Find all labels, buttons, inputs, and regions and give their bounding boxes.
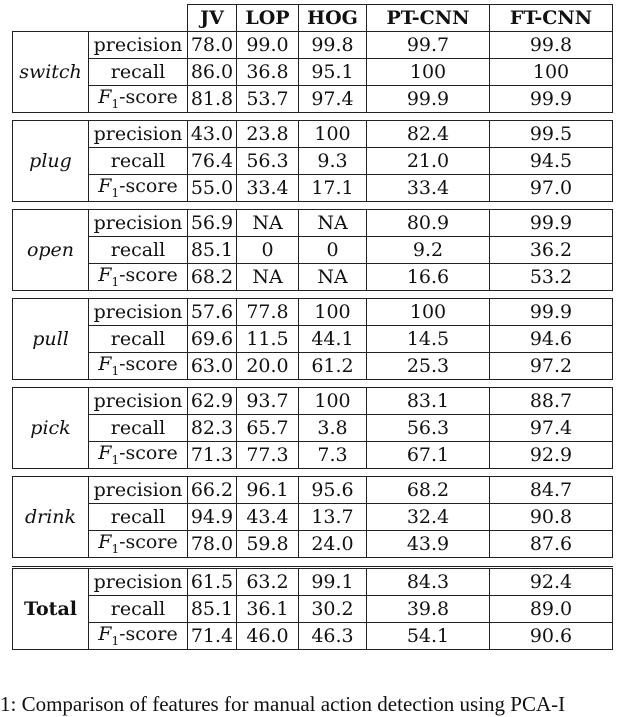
metric-label: recall <box>89 595 188 622</box>
table-cell: 90.6 <box>490 622 613 649</box>
table-cell: 14.5 <box>367 325 490 352</box>
table-cell: 94.6 <box>490 325 613 352</box>
group-label: plug <box>13 120 89 201</box>
table-cell: 43.0 <box>188 120 237 147</box>
metric-label: precision <box>89 476 188 503</box>
table-cell: 86.0 <box>188 58 237 85</box>
table-cell: 78.0 <box>188 31 237 58</box>
table-cell: 83.1 <box>367 387 490 414</box>
table-cell: 59.8 <box>237 530 299 557</box>
separator-cell <box>13 290 613 298</box>
table-row <box>13 298 613 325</box>
table-cell: 100 <box>299 298 367 325</box>
table-cell: 99.9 <box>490 298 613 325</box>
table-cell: 81.8 <box>188 85 237 112</box>
table-row <box>13 174 613 201</box>
table-cell: 56.3 <box>367 414 490 441</box>
metric-label: recall <box>89 147 188 174</box>
table-cell: 46.3 <box>299 622 367 649</box>
table-cell: 33.4 <box>367 174 490 201</box>
table-cell: 24.0 <box>299 530 367 557</box>
table-row <box>13 236 613 263</box>
table-cell: 67.1 <box>367 441 490 468</box>
table-cell: 32.4 <box>367 503 490 530</box>
group-separator <box>13 557 613 567</box>
group-label: pull <box>13 298 89 379</box>
table-body <box>13 31 613 649</box>
table-row <box>13 325 613 352</box>
table-cell: 57.6 <box>188 298 237 325</box>
table-row <box>13 147 613 174</box>
table-cell: 43.9 <box>367 530 490 557</box>
metric-label: precision <box>89 567 188 595</box>
table-cell: 63.2 <box>237 567 299 595</box>
table-cell: 82.4 <box>367 120 490 147</box>
metric-label: precision <box>89 120 188 147</box>
table-cell: 97.2 <box>490 352 613 379</box>
table-cell: 78.0 <box>188 530 237 557</box>
header-row <box>13 5 613 32</box>
table-cell: 97.4 <box>490 414 613 441</box>
table-cell: 89.0 <box>490 595 613 622</box>
table-cell: 100 <box>367 298 490 325</box>
table-cell: 77.3 <box>237 441 299 468</box>
table-cell: 68.2 <box>367 476 490 503</box>
table-cell: 71.4 <box>188 622 237 649</box>
table-cell: 56.9 <box>188 209 237 236</box>
table-cell: 88.7 <box>490 387 613 414</box>
table-caption: 1: Comparison of features for manual action detection using PCA-I <box>0 692 566 716</box>
table-cell: 87.6 <box>490 530 613 557</box>
group-label: open <box>13 209 89 290</box>
table-cell: 33.4 <box>237 174 299 201</box>
col-header-ft-cnn: FT-CNN <box>490 5 613 32</box>
table-row <box>13 567 613 595</box>
metric-label: precision <box>89 387 188 414</box>
table-cell: 95.6 <box>299 476 367 503</box>
separator-cell <box>13 379 613 387</box>
metric-label: recall <box>89 236 188 263</box>
table-cell: 21.0 <box>367 147 490 174</box>
separator-cell <box>13 201 613 209</box>
metric-label: $F_1$-score <box>89 174 188 201</box>
table-cell: 69.6 <box>188 325 237 352</box>
table-row <box>13 622 613 649</box>
table-cell: 100 <box>367 58 490 85</box>
col-header-lop: LOP <box>237 5 299 32</box>
table-cell: 84.3 <box>367 567 490 595</box>
table-cell: 55.0 <box>188 174 237 201</box>
table-cell: 61.5 <box>188 567 237 595</box>
table-cell: 39.8 <box>367 595 490 622</box>
table-cell: 85.1 <box>188 236 237 263</box>
table-row <box>13 387 613 414</box>
separator-cell <box>13 468 613 476</box>
metric-label: recall <box>89 58 188 85</box>
metric-label: recall <box>89 325 188 352</box>
table-cell: 20.0 <box>237 352 299 379</box>
table-cell: 85.1 <box>188 595 237 622</box>
table-cell: 9.2 <box>367 236 490 263</box>
group-separator <box>13 290 613 298</box>
table-cell: 84.7 <box>490 476 613 503</box>
table-cell: 11.5 <box>237 325 299 352</box>
table-cell: 99.8 <box>299 31 367 58</box>
table-cell: 95.1 <box>299 58 367 85</box>
table-cell: 71.3 <box>188 441 237 468</box>
table-cell: 44.1 <box>299 325 367 352</box>
table-cell: 23.8 <box>237 120 299 147</box>
metric-label: $F_1$-score <box>89 441 188 468</box>
table-row <box>13 263 613 290</box>
group-separator <box>13 201 613 209</box>
table-cell: 25.3 <box>367 352 490 379</box>
table-cell: 99.9 <box>367 85 490 112</box>
table-cell: 9.3 <box>299 147 367 174</box>
table-cell: 97.0 <box>490 174 613 201</box>
table-cell: 36.1 <box>237 595 299 622</box>
table-row <box>13 58 613 85</box>
table-cell: 61.2 <box>299 352 367 379</box>
table-cell: 82.3 <box>188 414 237 441</box>
table-cell: 17.1 <box>299 174 367 201</box>
table-cell: 36.2 <box>490 236 613 263</box>
table-cell: 92.9 <box>490 441 613 468</box>
table-cell: 65.7 <box>237 414 299 441</box>
table-cell: 16.6 <box>367 263 490 290</box>
group-separator <box>13 112 613 120</box>
table-row <box>13 441 613 468</box>
header-blank <box>13 5 188 32</box>
group-separator <box>13 468 613 476</box>
metric-label: precision <box>89 298 188 325</box>
table-cell: 62.9 <box>188 387 237 414</box>
results-table <box>12 4 613 650</box>
table-cell: 99.7 <box>367 31 490 58</box>
metric-label: precision <box>89 209 188 236</box>
table-cell: 77.8 <box>237 298 299 325</box>
table-row <box>13 31 613 58</box>
table-cell: 66.2 <box>188 476 237 503</box>
metric-label: $F_1$-score <box>89 85 188 112</box>
table-cell: 13.7 <box>299 503 367 530</box>
table-cell: 90.8 <box>490 503 613 530</box>
group-label: pick <box>13 387 89 468</box>
table-row <box>13 476 613 503</box>
table-cell: 93.7 <box>237 387 299 414</box>
table-cell: 76.4 <box>188 147 237 174</box>
table-cell: 100 <box>299 120 367 147</box>
table-cell: NA <box>237 263 299 290</box>
table-cell: 3.8 <box>299 414 367 441</box>
table-cell: 99.5 <box>490 120 613 147</box>
separator-cell <box>13 557 613 567</box>
table-cell: 94.5 <box>490 147 613 174</box>
table-cell: 99.8 <box>490 31 613 58</box>
table-cell: 99.9 <box>490 85 613 112</box>
table-row <box>13 595 613 622</box>
table-cell: 53.2 <box>490 263 613 290</box>
metric-label: recall <box>89 503 188 530</box>
metric-label: $F_1$-score <box>89 622 188 649</box>
table-row <box>13 530 613 557</box>
table-cell: 53.7 <box>237 85 299 112</box>
metric-label: $F_1$-score <box>89 263 188 290</box>
table-cell: NA <box>299 263 367 290</box>
table-cell: 7.3 <box>299 441 367 468</box>
group-label: Total <box>13 567 89 649</box>
col-header-pt-cnn: PT-CNN <box>367 5 490 32</box>
metric-label: recall <box>89 414 188 441</box>
metric-label: $F_1$-score <box>89 530 188 557</box>
table-cell: 99.0 <box>237 31 299 58</box>
table-cell: 97.4 <box>299 85 367 112</box>
table-row <box>13 209 613 236</box>
table-cell: NA <box>299 209 367 236</box>
table-row <box>13 120 613 147</box>
group-separator <box>13 379 613 387</box>
table-cell: 99.1 <box>299 567 367 595</box>
group-label: switch <box>13 31 89 112</box>
col-header-hog: HOG <box>299 5 367 32</box>
table-cell: 0 <box>237 236 299 263</box>
table-cell: 80.9 <box>367 209 490 236</box>
table-row <box>13 414 613 441</box>
col-header-jv: JV <box>188 5 237 32</box>
table-row <box>13 352 613 379</box>
table-cell: 46.0 <box>237 622 299 649</box>
table-cell: 100 <box>490 58 613 85</box>
table-cell: 36.8 <box>237 58 299 85</box>
table-cell: 0 <box>299 236 367 263</box>
metric-label: precision <box>89 31 188 58</box>
table-cell: 92.4 <box>490 567 613 595</box>
table-cell: 43.4 <box>237 503 299 530</box>
separator-cell <box>13 112 613 120</box>
metric-label: $F_1$-score <box>89 352 188 379</box>
table-cell: 30.2 <box>299 595 367 622</box>
group-label: drink <box>13 476 89 557</box>
table-cell: 100 <box>299 387 367 414</box>
table-cell: 56.3 <box>237 147 299 174</box>
table-cell: 99.9 <box>490 209 613 236</box>
table-cell: 68.2 <box>188 263 237 290</box>
table-cell: 63.0 <box>188 352 237 379</box>
table-cell: 94.9 <box>188 503 237 530</box>
table-row <box>13 503 613 530</box>
table-cell: 54.1 <box>367 622 490 649</box>
table-cell: 96.1 <box>237 476 299 503</box>
table-cell: NA <box>237 209 299 236</box>
table-row <box>13 85 613 112</box>
